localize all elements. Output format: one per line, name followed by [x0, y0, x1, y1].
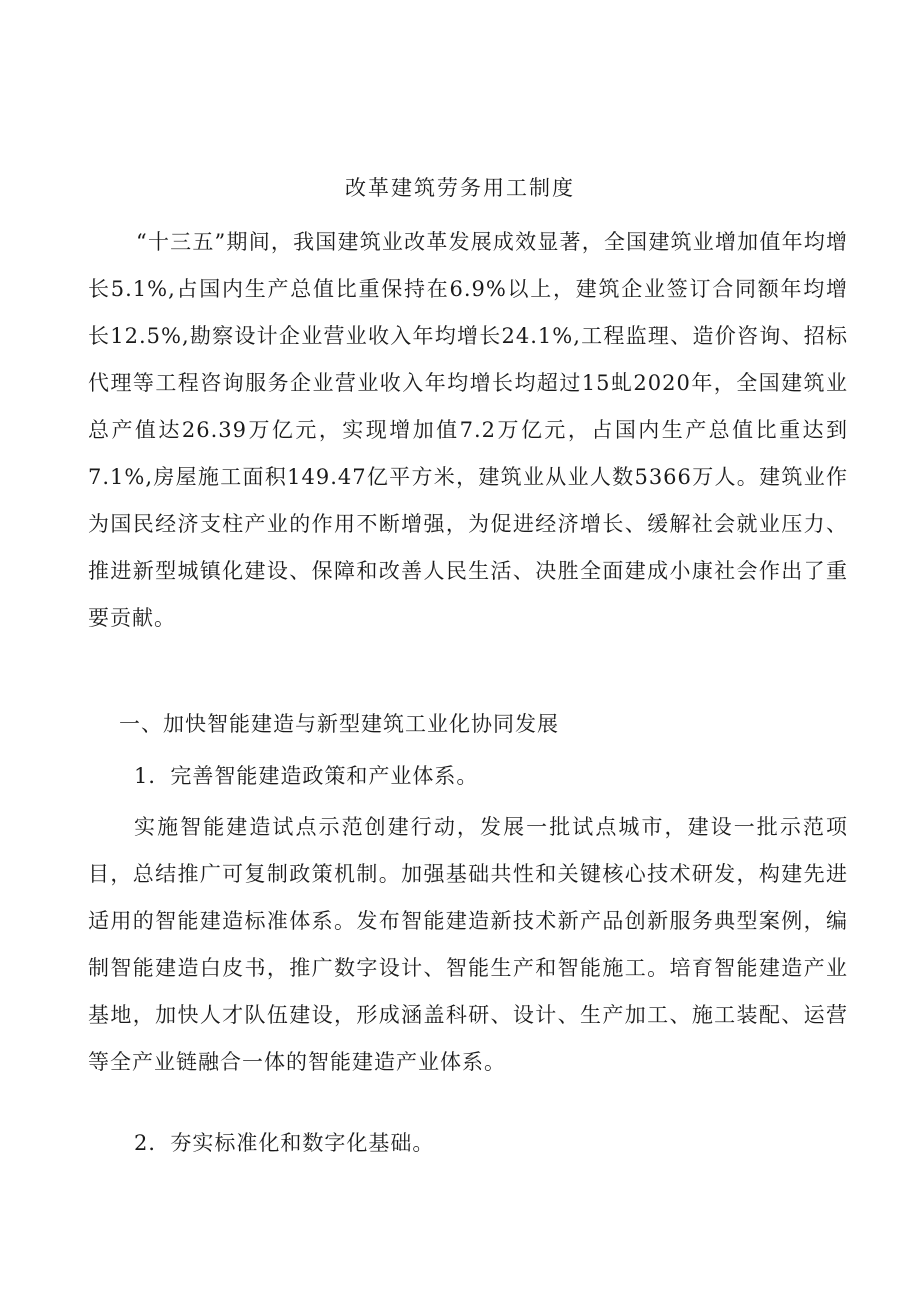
subsection-heading-1: 1．完善智能建造政策和产业体系。	[134, 764, 479, 788]
subsection-heading-2: 2．夯实标准化和数字化基础。	[134, 1131, 435, 1155]
intro-paragraph: “十三五”期间，我国建筑业改革发展成效显著，全国建筑业增加值年均增长5.1%,占国内生产总值比重保持在6.9%以上，建筑企业签订合同额年均增长12.5%,勘察设计企业营业收入年均增长24.1%,工程监理、造价咨询、招标代理等工程咨询服务企业营业收入年均增长均超过15虬2020年，全国建筑业总产值达26.39万亿元，实现增加值7.2万亿元，占国内生产总值比重达到7.1%,房屋施工面积149.47亿平方米，建筑业从业人数5366万人。建筑业作为国民经济支柱产业的作用不断增强，为促进经济增长、缓解社会就业压力、推进新型城镇化建设、保障和改善人民生活、决胜全面建成小康社会作出了重要贡献。	[88, 230, 848, 630]
document-title: 改革建筑劳务用工制度	[345, 176, 575, 200]
subsection-paragraph-1: 实施智能建造试点示范创建行动，发展一批试点城市，建设一批示范项目，总结推广可复制政策机制。加强基础共性和关键核心技术研发，构建先进适用的智能建造标准体系。发布智能建造新技术新产品创新服务典型案例，编制智能建造白皮书，推广数字设计、智能生产和智能施工。培育智能建造产业基地，加快人才队伍建设，形成涵盖科研、设计、生产加工、施工装配、运营等全产业链融合一体的智能建造产业体系。	[88, 815, 848, 1074]
section-heading: 一、加快智能建造与新型建筑工业化协同发展	[119, 712, 559, 736]
